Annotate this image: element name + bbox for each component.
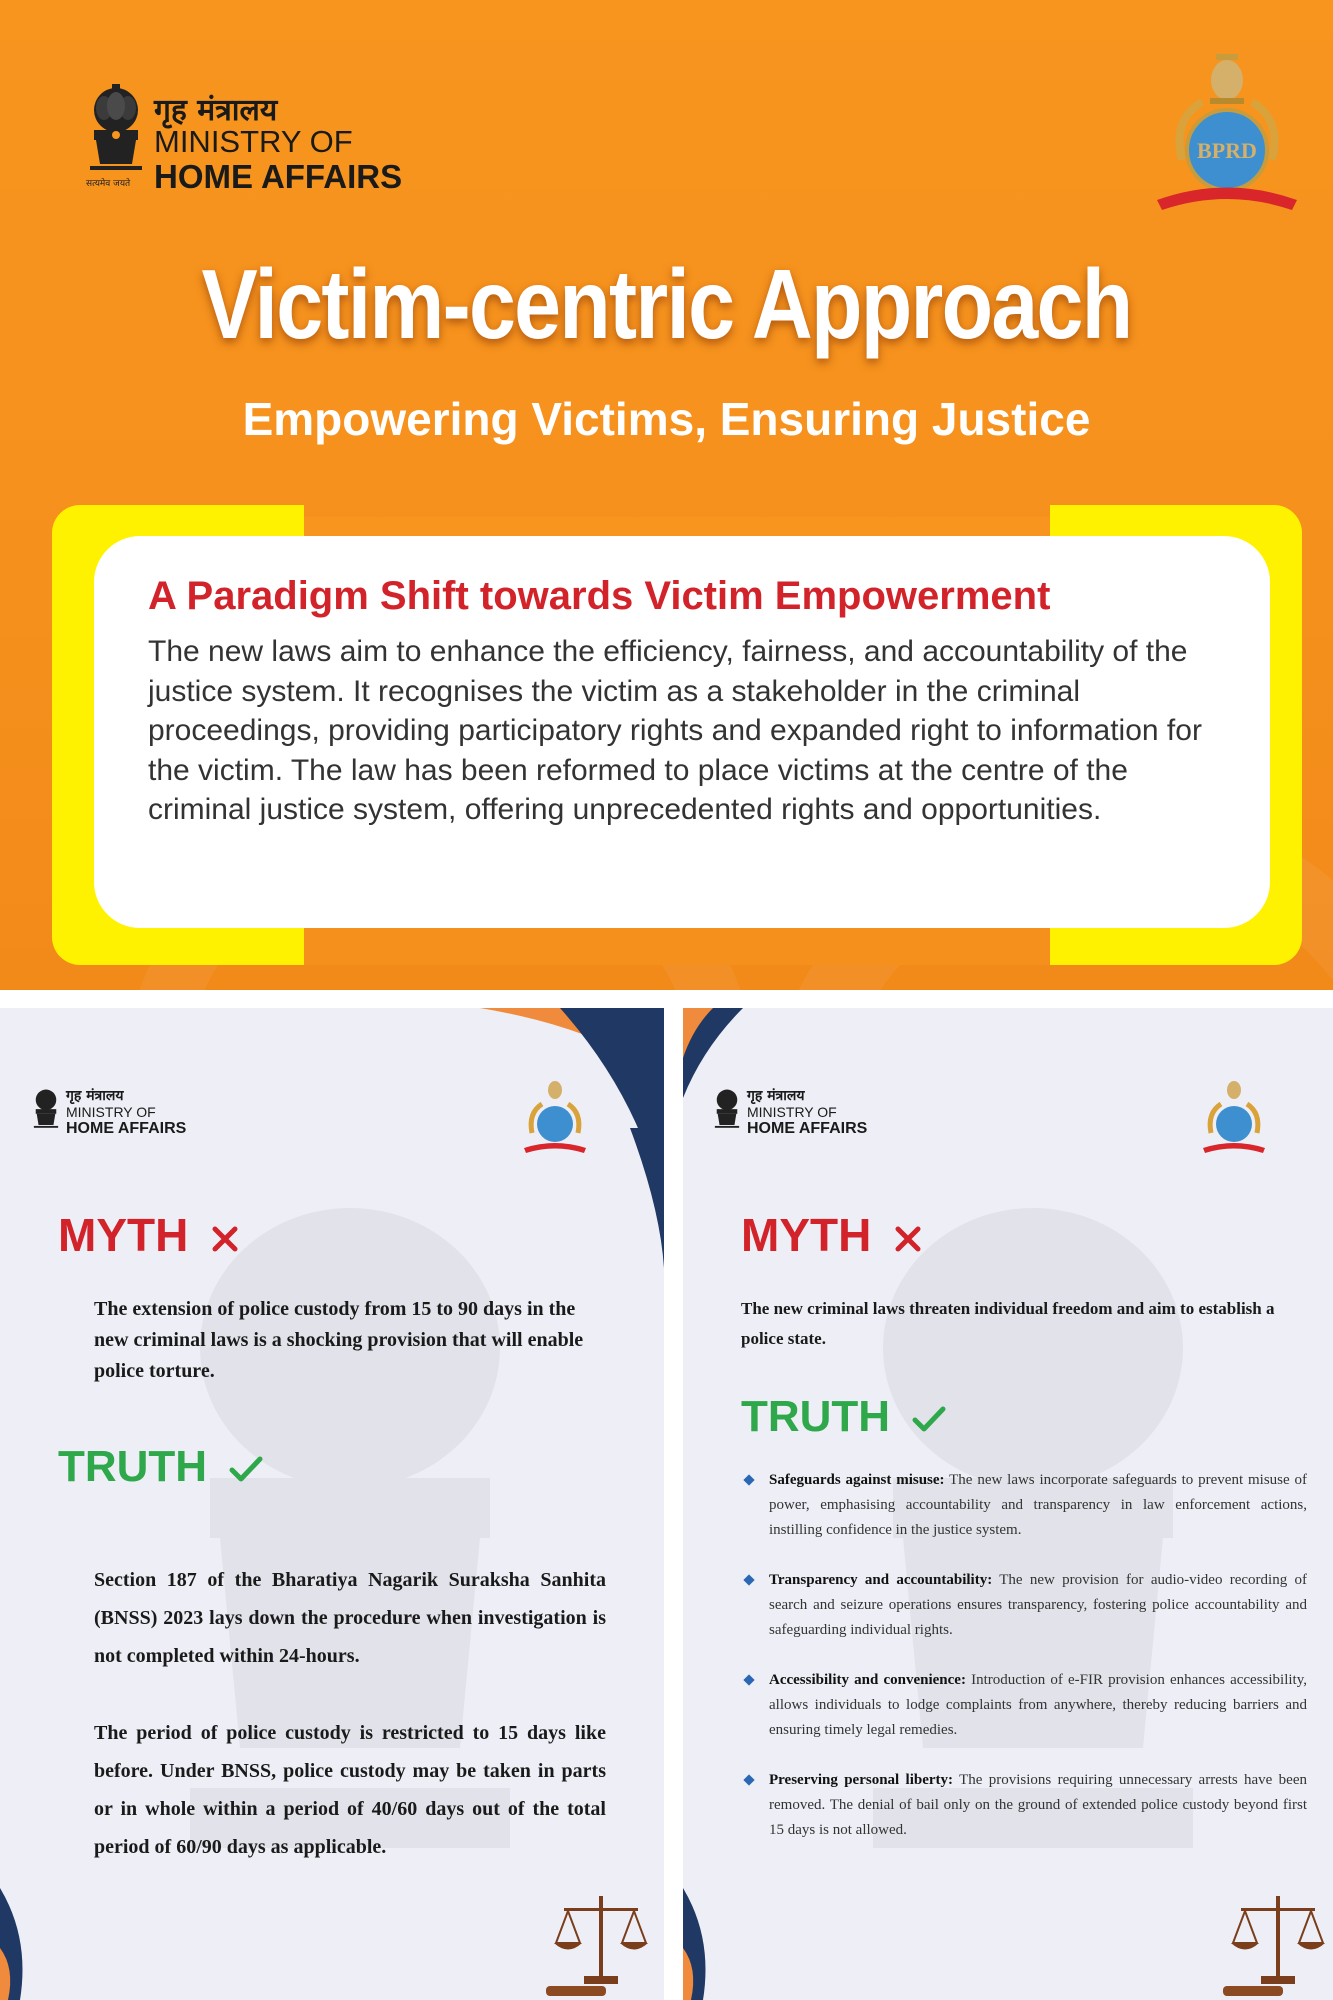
truth-label: TRUTH — [58, 1442, 208, 1491]
mha-name-line1: MINISTRY OF — [747, 1104, 837, 1120]
diamond-bullet-icon — [743, 1474, 754, 1485]
bullet-text: The new provision for audio-video recording of search and seizure operations ensures transparency, fostering police accountability and safeguarding individual rights. — [769, 1572, 1307, 1638]
card-heading: A Paradigm Shift towards Victim Empowerment — [148, 574, 1051, 618]
mha-hindi-name: गृह मंत्रालय — [66, 1088, 124, 1104]
myth-heading — [741, 1208, 922, 1262]
bullet-text: Introduction of e-FIR provision enhances accessibility, allows individuals to lodge complaints from anywhere, thereby reducing barriers and ensuring timely legal remedies. — [769, 1672, 1307, 1738]
truth-bullet-list — [741, 1468, 1307, 1868]
myth-text: The new criminal laws threaten individual freedom and aim to establish a police state. — [741, 1299, 1275, 1348]
diamond-bullet-icon — [743, 1574, 754, 1585]
paradigm-shift-card — [94, 536, 1270, 928]
cross-icon — [894, 1225, 922, 1253]
bprd-emblem-icon — [1199, 1078, 1269, 1158]
list-item — [741, 1468, 1307, 1543]
mha-name-line1: MINISTRY OF — [66, 1104, 156, 1120]
truth-label: TRUTH — [741, 1392, 891, 1441]
myth-truth-poster-police-state — [683, 1008, 1333, 2000]
scales-of-justice-icon — [546, 1888, 656, 2000]
emblem-motto: सत्यमेव जयते — [86, 179, 131, 189]
truth-heading — [58, 1442, 263, 1492]
victim-centric-banner — [0, 0, 1333, 990]
bullet-text: The new laws incorporate safeguards to prevent misuse of power, emphasising accountability and transparency in law enforcement actions, instilling confidence in the justice system. — [769, 1472, 1307, 1538]
diamond-bullet-icon — [743, 1774, 754, 1785]
scales-of-justice-icon — [1223, 1888, 1333, 2000]
check-icon — [229, 1455, 263, 1483]
mha-logo — [32, 1086, 232, 1142]
bullet-title: Transparency and accountability: — [769, 1572, 993, 1588]
mha-name-line2: HOME AFFAIRS — [747, 1120, 868, 1137]
mha-logo — [713, 1086, 913, 1142]
page-subtitle: Empowering Victims, Ensuring Justice — [242, 393, 1091, 445]
list-item — [741, 1568, 1307, 1643]
myth-truth-poster-custody — [0, 1008, 664, 2000]
truth-heading — [741, 1392, 946, 1442]
bprd-emblem-icon — [520, 1078, 590, 1158]
bullet-text: The provisions requiring unnecessary arrests have been removed. The denial of bail only on the ground of extended police custody beyond first 15 days is not allowed. — [769, 1772, 1307, 1838]
list-item — [741, 1668, 1307, 1743]
national-emblem-icon — [86, 84, 146, 184]
mha-logo — [86, 84, 446, 194]
card-body-text: The new laws aim to enhance the efficiency, fairness, and accountability of the justice system. It recognises the victim as a stakeholder in the criminal proceedings, providing participatory rights and expanded right to information for the victim. The law has been reformed to place victims at the centre of the criminal justice system, offering unprecedented rights and opportunities. — [148, 635, 1202, 826]
bullet-title: Safeguards against misuse: — [769, 1472, 945, 1488]
truth-paragraph: The period of police custody is restricted to 15 days like before. Under BNSS, police custody may be taken in parts or in whole within a period of 40/60 days out of the total period of 60/90 days as applicable. — [94, 1722, 606, 1858]
myth-label: MYTH — [741, 1209, 872, 1261]
bprd-emblem-icon — [1152, 50, 1302, 220]
truth-paragraph: Section 187 of the Bharatiya Nagarik Suraksha Sanhita (BNSS) 2023 lays down the procedure when investigation is not completed within 24-hours. — [94, 1569, 606, 1667]
bullet-title: Accessibility and convenience: — [769, 1672, 966, 1688]
cross-icon — [211, 1225, 239, 1253]
list-item — [741, 1768, 1307, 1843]
mha-hindi-name: गृह मंत्रालय — [154, 93, 278, 128]
myth-heading — [58, 1208, 239, 1262]
check-icon — [912, 1405, 946, 1433]
mha-name-line2: HOME AFFAIRS — [66, 1120, 187, 1137]
mha-name-line2: HOME AFFAIRS — [154, 158, 403, 195]
mha-name-line1: MINISTRY OF — [154, 124, 353, 159]
national-emblem-icon — [32, 1086, 60, 1136]
myth-text: The extension of police custody from 15 to 90 days in the new criminal laws is a shocking provision that will enable police torture. — [94, 1298, 584, 1382]
page-title: Victim-centric Approach — [201, 249, 1132, 359]
national-emblem-icon — [713, 1086, 741, 1136]
mha-hindi-name: गृह मंत्रालय — [747, 1088, 805, 1104]
bullet-title: Preserving personal liberty: — [769, 1772, 954, 1788]
diamond-bullet-icon — [743, 1674, 754, 1685]
bprd-logo-text: BPRD — [1197, 138, 1257, 163]
myth-label: MYTH — [58, 1209, 189, 1261]
